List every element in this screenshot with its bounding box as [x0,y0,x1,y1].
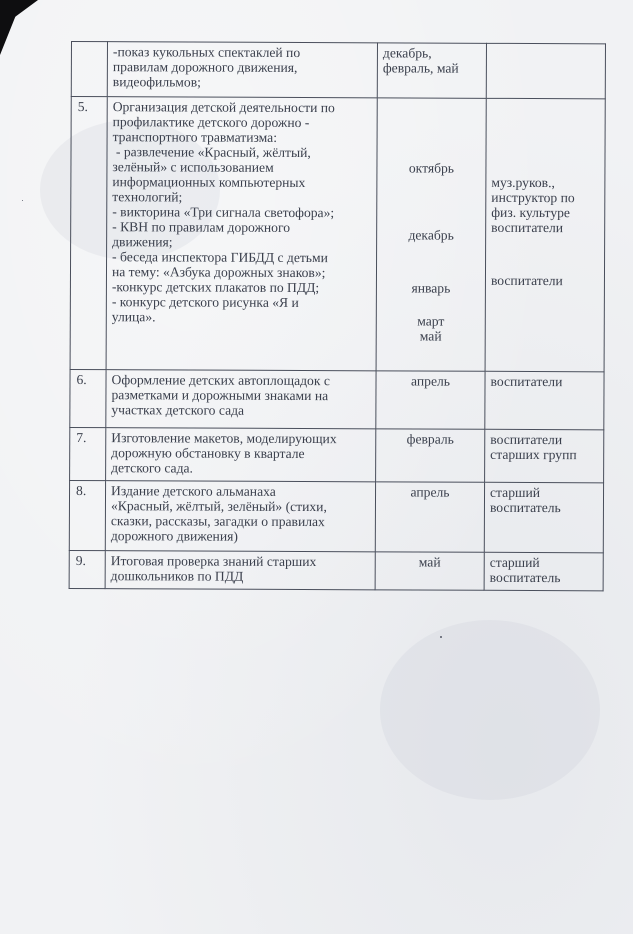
row-number: 9. [69,550,105,588]
date-cell [376,371,485,429]
date-cell [376,429,485,482]
table-row [70,97,605,372]
row-number: 5. [70,97,107,370]
task-line: - конкурс детского рисунка «Я и [111,294,299,310]
row-number [71,42,107,97]
date-cell [375,552,484,590]
responsible-cell [485,429,604,483]
task-line: профилактике детского дорожно - [112,114,310,131]
table-row [69,550,603,590]
date-cell [377,43,486,98]
task-line: - развлечение «Красный, жёлтый, [112,144,311,161]
date-cell [376,98,486,371]
task-line: детского сада. [111,460,193,476]
date-line: февраль [406,431,454,447]
table-row [71,42,605,99]
date-line: январь [411,280,451,296]
task-line: Оформление детских автоплощадок с [111,372,330,389]
date-line: май [419,328,442,344]
date-line: май [418,554,441,570]
task-line: дорожную обстановку в квартале [111,445,305,462]
responsible-line: старших групп [490,446,577,463]
task-line: - КВН по правилам дорожного [112,219,291,235]
date-line: декабрь [408,227,454,243]
plan-table [69,41,606,591]
task-line: участках детского сада [111,402,245,418]
responsible-line: инструктор по [491,189,575,206]
task-cell [106,97,377,371]
responsible-line: воспитатели [490,373,563,390]
date-line: октябрь [408,160,455,176]
task-cell [106,428,376,482]
responsible-line: воспитатель [489,499,561,516]
responsible-line: старший [490,484,541,501]
task-line: видеофильмов; [112,74,201,90]
task-line: зелёный» с использованием [112,159,274,175]
task-line: правилам дорожного движения, [112,59,298,75]
table-row [70,427,604,482]
task-line: «Красный, жёлтый, зелёный» (стихи, [110,498,327,515]
task-line: улица». [111,309,156,325]
row-number: 6. [70,369,106,427]
table-row [70,369,604,429]
row-number: 7. [70,427,106,480]
task-line: сказки, рассказы, загадки о правилах [110,513,325,530]
task-line: Организация детской деятельности по [112,99,335,116]
task-line: технологий; [112,189,183,205]
date-line: апрель [410,484,450,500]
responsible-line: воспитатели [490,272,563,289]
responsible-line: воспитатели [491,219,564,236]
task-line: - беседа инспектора ГИБДД с детьми [112,249,328,266]
responsible-cell [485,371,604,430]
date-line: март [417,313,445,329]
task-cell [105,481,375,552]
task-line: дорожного движения) [110,528,238,544]
task-line: -конкурс детских плакатов по ПДД; [111,279,320,296]
responsible-line: муз.руков., [491,174,555,191]
date-line: апрель [411,373,451,389]
task-line: движения; [112,234,173,250]
task-line: дошкольников по ПДД [110,568,244,584]
responsible-cell [484,552,603,591]
corner-fold [0,0,38,28]
task-line: Издание детского альманаха [111,483,276,499]
responsible-cell [484,482,603,553]
paper-stain [380,620,600,800]
task-line: - викторина «Три сигнала светофора»; [112,204,335,221]
task-line: информационных компьютерных [112,174,306,191]
row-number: 8. [69,480,105,550]
responsible-cell [485,98,605,372]
task-line: разметками и дорожными знаками на [111,387,329,404]
responsible-line: воспитатель [489,569,561,586]
task-line: -показ кукольных спектаклей по [112,44,301,60]
task-line: Изготовление макетов, моделирующих [111,430,337,447]
responsible-line: физ. культуре [491,204,571,221]
table-row [69,480,603,552]
task-cell [105,551,375,590]
responsible-cell [486,43,605,99]
task-line: Итоговая проверка знаний старших [110,553,317,570]
scan-speck [22,200,23,201]
date-cell [375,482,484,552]
responsible-line: воспитатели [490,431,563,448]
date-line: декабрь, [382,45,432,61]
scan-speck [440,636,442,638]
responsible-line: старший [489,554,540,571]
task-cell [106,370,376,429]
task-line: на тему: «Азбука дорожных знаков»; [111,264,326,281]
date-line: февраль, май [382,60,459,76]
task-cell [107,42,377,98]
task-line: транспортного травматизма: [112,129,278,145]
